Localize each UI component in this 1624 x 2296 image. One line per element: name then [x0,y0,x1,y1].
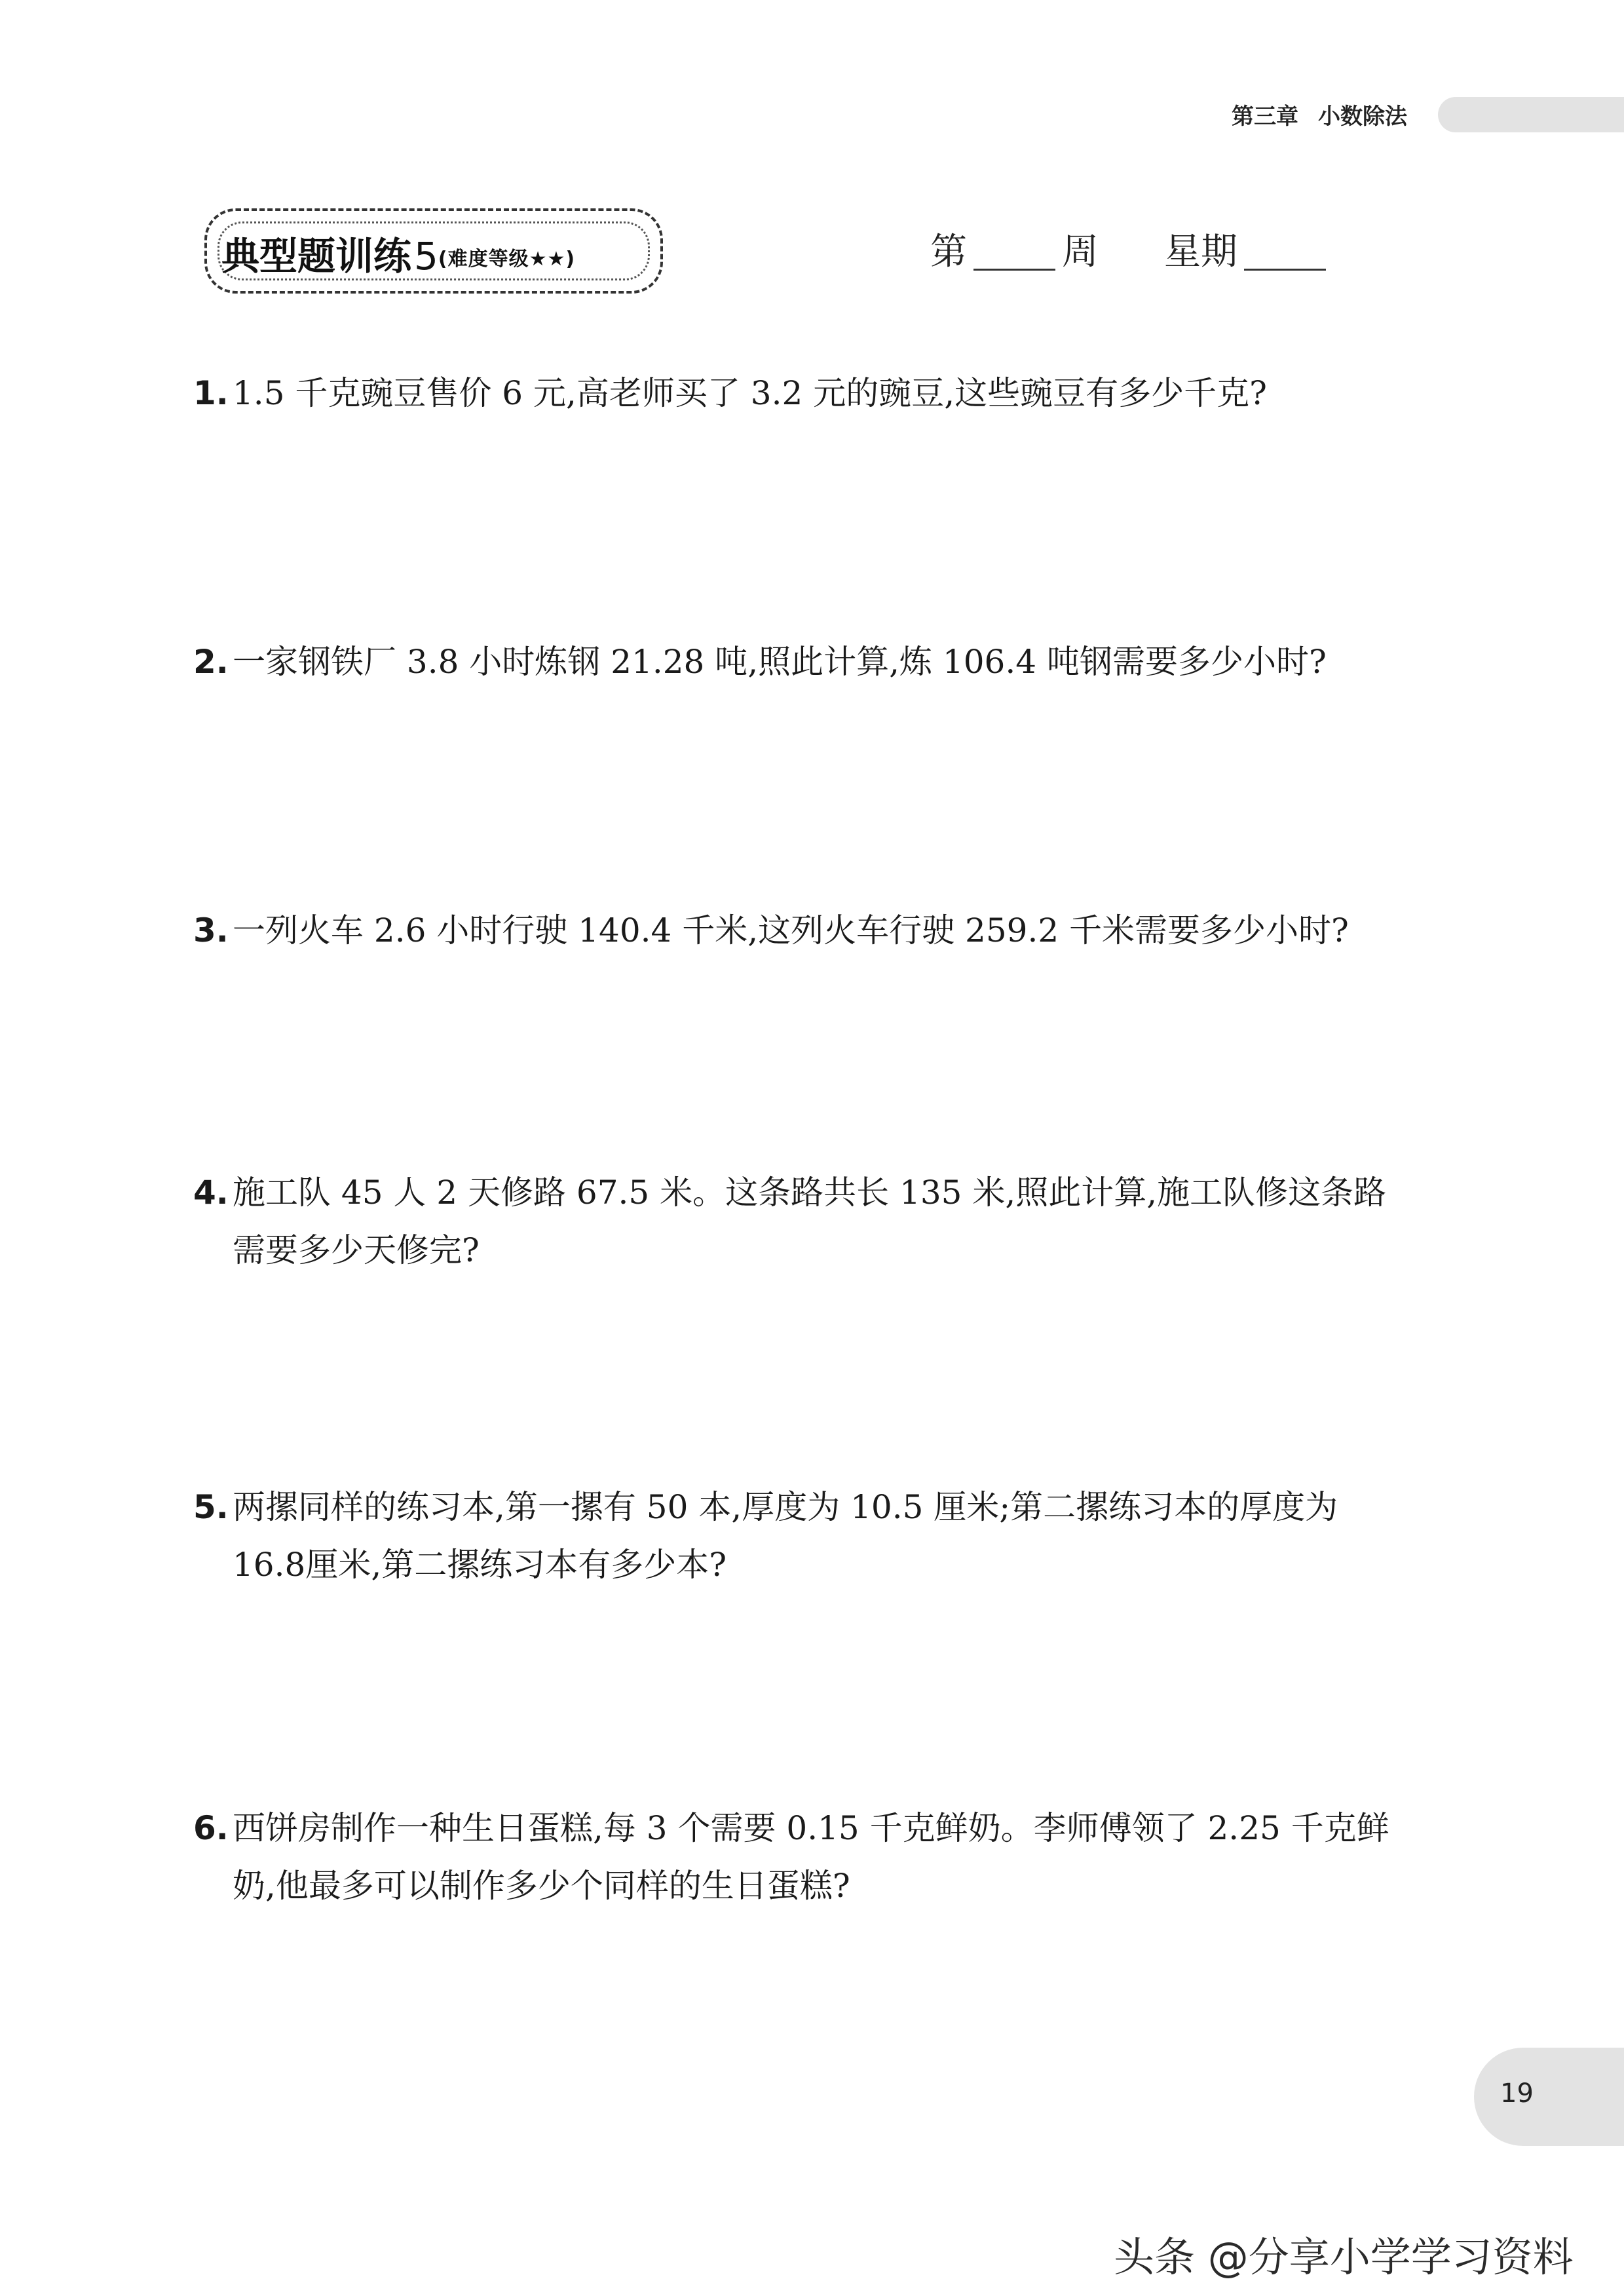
week-day-row [930,223,1332,275]
question-1 [193,364,1438,422]
difficulty-label: (难度等级★★) [438,248,576,271]
weekday-blank[interactable] [1244,232,1326,271]
question-text-continued: 16.8厘米,第二摞练习本有多少本? [233,1546,727,1584]
title-number: 5 [414,234,438,278]
page-number: 19 [1500,2078,1534,2109]
question-3 [193,902,1438,959]
question-4 [193,1164,1438,1279]
question-6 [193,1799,1438,1915]
question-number: 5. [193,1488,229,1526]
weekday-label: 星期 [1164,231,1237,273]
question-text: 施工队 45 人 2 天修路 67.5 米。这条路共长 135 米,照此计算,施工队修这条路 [233,1174,1387,1212]
section-title [221,225,575,280]
question-text: 1.5 千克豌豆售价 6 元,高老师买了 3.2 元的豌豆,这些豌豆有多少千克? [233,374,1267,412]
question-text: 一列火车 2.6 小时行驶 140.4 千米,这列火车行驶 259.2 千米需要多少小时? [233,911,1349,949]
question-text: 一家钢铁厂 3.8 小时炼钢 21.28 吨,照此计算,炼 106.4 吨钢需要多少小时? [233,643,1327,681]
week-blank[interactable] [973,232,1055,271]
question-text: 西饼房制作一种生日蛋糕,每 3 个需要 0.15 千克鲜奶。李师傅领了 2.25 千克鲜 [233,1809,1389,1847]
question-2 [193,633,1438,691]
question-number: 1. [193,374,229,412]
page-number-tab [1474,2048,1624,2146]
question-number: 3. [193,911,229,949]
question-number: 4. [193,1174,229,1212]
week-suffix: 周 [1062,231,1099,273]
chapter-label: 第三章 [1232,104,1298,130]
header-tab-decoration [1438,97,1624,132]
title-text: 典型题训练 [221,234,412,278]
question-text-continued: 奶,他最多可以制作多少个同样的生日蛋糕? [233,1867,850,1905]
topic-label: 小数除法 [1318,104,1407,130]
question-text-continued: 需要多少天修完? [233,1231,480,1269]
watermark: 头条 @分享小学学习资料 [1114,2233,1574,2281]
chapter-header [1232,98,1407,130]
question-5 [193,1478,1438,1594]
question-number: 6. [193,1809,229,1847]
question-number: 2. [193,643,229,681]
question-text: 两摞同样的练习本,第一摞有 50 本,厚度为 10.5 厘米;第二摞练习本的厚度为 [233,1488,1338,1526]
week-prefix: 第 [930,231,967,273]
